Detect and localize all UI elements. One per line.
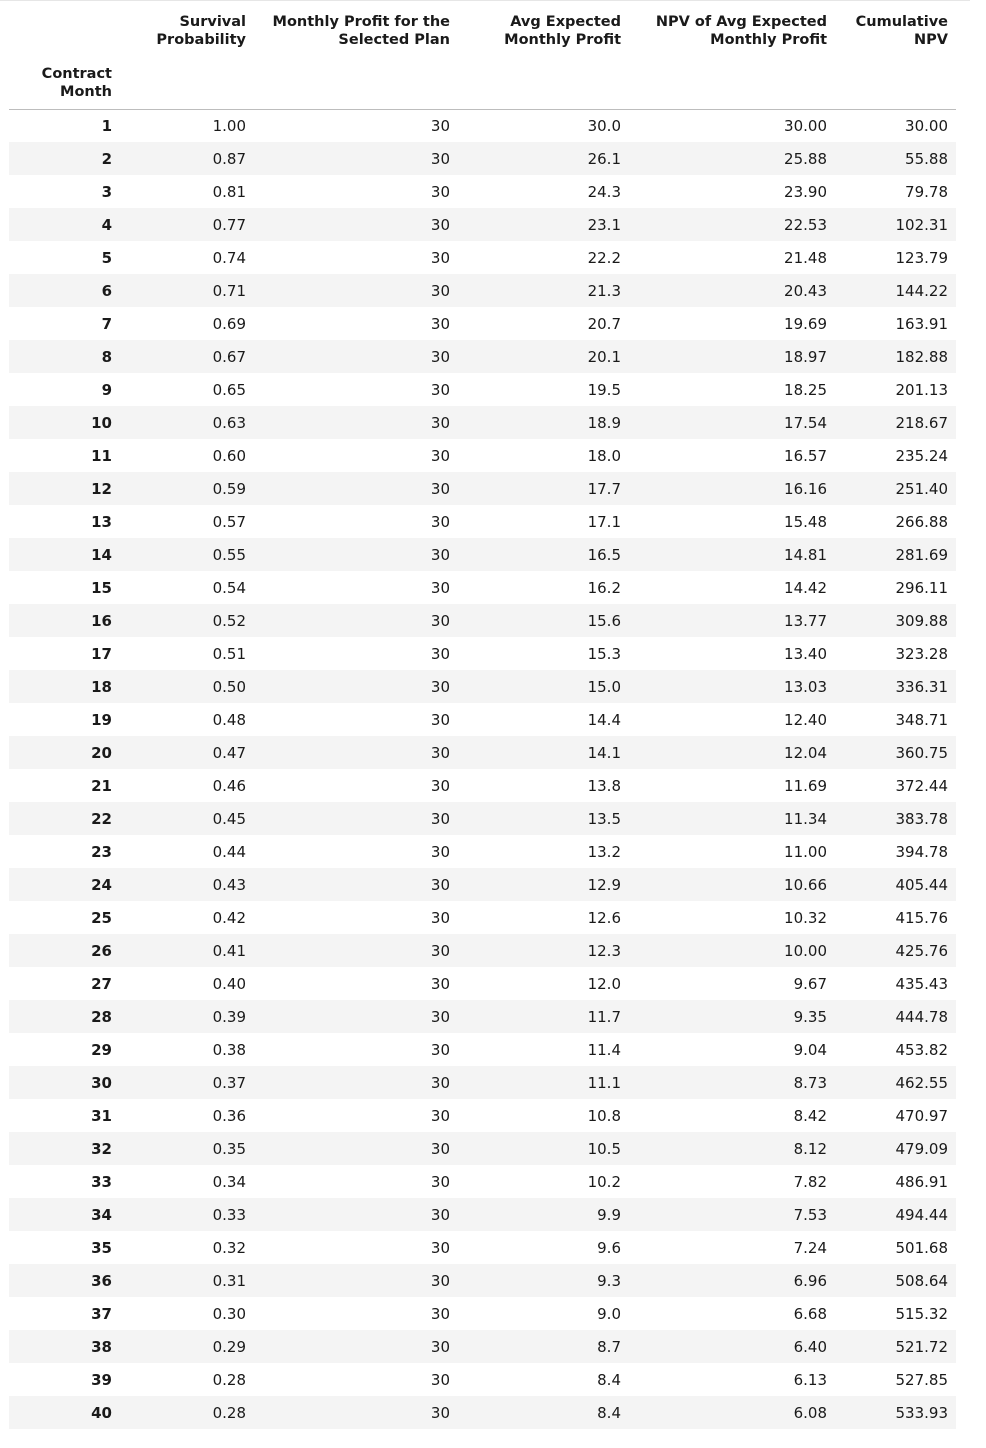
monthly-profit-cell: 30 (430, 1040, 450, 1059)
row-index-cell: 20 (9, 736, 120, 769)
avg-expected-profit-cell: 9.9 (458, 1198, 629, 1231)
survival-probability-cell: 0.81 (212, 182, 246, 201)
npv-cell: 17.54 (629, 406, 835, 439)
table-header (9, 0, 956, 109)
avg-expected-profit-cell: 14.4 (587, 710, 621, 729)
avg-expected-profit-cell: 14.1 (458, 736, 629, 769)
table-row (9, 1132, 956, 1165)
table-row (9, 472, 956, 505)
monthly-profit-cell: 30 (430, 842, 450, 861)
row-index-cell: 7 (101, 314, 112, 333)
table-row (9, 1033, 956, 1066)
monthly-profit-cell: 30 (430, 446, 450, 465)
monthly-profit-cell: 30 (254, 274, 458, 307)
row-index-cell: 4 (9, 208, 120, 241)
row-index-cell: 16 (9, 604, 120, 637)
avg-expected-profit-cell: 15.6 (458, 604, 629, 637)
avg-expected-profit-cell: 12.6 (587, 908, 621, 927)
npv-cell: 18.97 (629, 340, 835, 373)
table-row (9, 505, 956, 538)
table-row (9, 1363, 956, 1396)
cumulative-npv-cell: 348.71 (895, 710, 948, 729)
survival-probability-cell: 0.57 (212, 512, 246, 531)
avg-expected-profit-cell: 18.0 (587, 446, 621, 465)
npv-cell: 12.40 (784, 710, 827, 729)
table-row (9, 241, 956, 274)
survival-probability-cell: 0.37 (120, 1066, 254, 1099)
monthly-profit-cell: 30 (254, 1132, 458, 1165)
index-header-row (9, 56, 956, 109)
table-row (9, 670, 956, 703)
cumulative-npv-cell: 494.44 (835, 1198, 956, 1231)
npv-cell: 8.73 (629, 1066, 835, 1099)
index-header-empty (254, 56, 458, 109)
avg-expected-profit-cell: 26.1 (458, 142, 629, 175)
cumulative-npv-cell: 336.31 (835, 670, 956, 703)
monthly-profit-cell: 30 (254, 208, 458, 241)
row-index-cell: 39 (91, 1370, 112, 1389)
row-index-cell: 14 (9, 538, 120, 571)
column-header-npv: NPV of Avg Expected Monthly Profit (655, 14, 827, 48)
monthly-profit-cell: 30 (254, 1396, 458, 1429)
cumulative-npv-cell: 55.88 (835, 142, 956, 175)
avg-expected-profit-cell: 15.0 (458, 670, 629, 703)
monthly-profit-cell: 30 (254, 142, 458, 175)
cumulative-npv-cell: 521.72 (835, 1330, 956, 1363)
row-index-cell: 6 (9, 274, 120, 307)
monthly-profit-cell: 30 (254, 802, 458, 835)
cumulative-npv-cell: 501.68 (895, 1238, 948, 1257)
table-row (9, 1165, 956, 1198)
table-row (9, 868, 956, 901)
cumulative-npv-cell: 383.78 (835, 802, 956, 835)
npv-cell: 11.00 (784, 842, 827, 861)
table-row (9, 1099, 956, 1132)
row-index-cell: 1 (101, 116, 112, 135)
monthly-profit-cell: 30 (430, 248, 450, 267)
table-row (9, 1330, 956, 1363)
survival-probability-cell: 0.36 (212, 1106, 246, 1125)
index-header-empty (629, 56, 835, 109)
monthly-profit-cell: 30 (254, 670, 458, 703)
column-header-avg-expected-profit: Avg Expected Monthly Profit (504, 14, 621, 48)
row-index-cell: 37 (91, 1304, 112, 1323)
table-row (9, 274, 956, 307)
avg-expected-profit-cell: 12.9 (458, 868, 629, 901)
monthly-profit-cell: 30 (254, 538, 458, 571)
cumulative-npv-cell: 296.11 (895, 578, 948, 597)
survival-probability-cell: 0.39 (120, 1000, 254, 1033)
cumulative-npv-cell: 323.28 (895, 644, 948, 663)
survival-probability-cell: 0.30 (212, 1304, 246, 1323)
table-row (9, 175, 956, 208)
column-header-monthly-profit: Monthly Profit for the Selected Plan (272, 14, 450, 48)
survival-probability-cell: 0.63 (120, 406, 254, 439)
row-index-cell: 29 (91, 1040, 112, 1059)
cumulative-npv-cell: 360.75 (835, 736, 956, 769)
npv-cell: 12.04 (629, 736, 835, 769)
monthly-profit-cell: 30 (254, 604, 458, 637)
cumulative-npv-cell: 281.69 (835, 538, 956, 571)
npv-cell: 7.53 (629, 1198, 835, 1231)
survival-probability-cell: 0.69 (212, 314, 246, 333)
npv-cell: 11.69 (784, 776, 827, 795)
monthly-profit-cell: 30 (254, 1000, 458, 1033)
npv-cell: 6.40 (629, 1330, 835, 1363)
row-index-cell: 19 (91, 710, 112, 729)
cumulative-npv-cell: 470.97 (895, 1106, 948, 1125)
avg-expected-profit-cell: 20.7 (587, 314, 621, 333)
survival-probability-cell: 0.33 (120, 1198, 254, 1231)
survival-probability-cell: 0.42 (212, 908, 246, 927)
row-index-cell: 12 (9, 472, 120, 505)
row-index-cell: 38 (9, 1330, 120, 1363)
table-row (9, 571, 956, 604)
monthly-profit-cell: 30 (254, 406, 458, 439)
cumulative-npv-cell: 182.88 (835, 340, 956, 373)
table-body (9, 109, 956, 1429)
npv-cell: 9.35 (629, 1000, 835, 1033)
row-index-cell: 28 (9, 1000, 120, 1033)
cumulative-npv-cell: 251.40 (835, 472, 956, 505)
survival-probability-cell: 0.51 (212, 644, 246, 663)
monthly-profit-cell: 30 (430, 1238, 450, 1257)
avg-expected-profit-cell: 22.2 (587, 248, 621, 267)
table-row (9, 109, 956, 142)
monthly-profit-cell: 30 (430, 644, 450, 663)
row-index-cell: 17 (91, 644, 112, 663)
npv-cell: 16.57 (784, 446, 827, 465)
survival-probability-cell: 0.50 (120, 670, 254, 703)
npv-cell: 14.81 (629, 538, 835, 571)
npv-cell: 6.08 (629, 1396, 835, 1429)
row-index-cell: 34 (9, 1198, 120, 1231)
cumulative-npv-cell: 479.09 (835, 1132, 956, 1165)
survival-probability-cell: 0.60 (212, 446, 246, 465)
table-row (9, 1000, 956, 1033)
monthly-profit-cell: 30 (430, 974, 450, 993)
monthly-profit-cell: 30 (430, 116, 450, 135)
column-header-cumulative-npv: Cumulative NPV (855, 14, 948, 48)
dataframe-table (9, 0, 956, 1429)
npv-cell: 13.03 (629, 670, 835, 703)
avg-expected-profit-cell: 21.3 (458, 274, 629, 307)
npv-cell: 13.40 (784, 644, 827, 663)
monthly-profit-cell: 30 (430, 710, 450, 729)
avg-expected-profit-cell: 16.2 (587, 578, 621, 597)
table-row (9, 406, 956, 439)
avg-expected-profit-cell: 13.2 (587, 842, 621, 861)
cumulative-npv-cell: 123.79 (895, 248, 948, 267)
monthly-profit-cell: 30 (430, 314, 450, 333)
cumulative-npv-cell: 266.88 (895, 512, 948, 531)
cumulative-npv-cell: 394.78 (895, 842, 948, 861)
row-index-cell: 15 (91, 578, 112, 597)
survival-probability-cell: 0.87 (120, 142, 254, 175)
table-row (9, 373, 956, 406)
avg-expected-profit-cell: 17.1 (587, 512, 621, 531)
monthly-profit-cell: 30 (430, 776, 450, 795)
row-index-cell: 40 (9, 1396, 120, 1429)
column-header-survival-probability: Survival Probability (156, 14, 246, 48)
monthly-profit-cell: 30 (430, 578, 450, 597)
row-index-cell: 33 (91, 1172, 112, 1191)
index-header-empty (835, 56, 956, 109)
avg-expected-profit-cell: 13.5 (458, 802, 629, 835)
avg-expected-profit-cell: 10.2 (587, 1172, 621, 1191)
row-index-cell: 27 (91, 974, 112, 993)
table-row (9, 835, 956, 868)
npv-cell: 10.66 (629, 868, 835, 901)
column-header-row (9, 0, 956, 56)
table-row (9, 736, 956, 769)
cumulative-npv-cell: 309.88 (835, 604, 956, 637)
survival-probability-cell: 0.34 (212, 1172, 246, 1191)
table-row (9, 637, 956, 670)
cumulative-npv-cell: 235.24 (895, 446, 948, 465)
cumulative-npv-cell: 462.55 (835, 1066, 956, 1099)
row-index-cell: 8 (9, 340, 120, 373)
row-index-cell: 5 (101, 248, 112, 267)
dataframe-table-container (9, 0, 956, 1429)
survival-probability-cell: 0.28 (212, 1370, 246, 1389)
cumulative-npv-cell: 144.22 (835, 274, 956, 307)
cumulative-npv-cell: 415.76 (895, 908, 948, 927)
index-header-empty (458, 56, 629, 109)
cumulative-npv-cell: 435.43 (895, 974, 948, 993)
avg-expected-profit-cell: 12.0 (587, 974, 621, 993)
monthly-profit-cell: 30 (430, 380, 450, 399)
monthly-profit-cell: 30 (254, 736, 458, 769)
table-row (9, 1264, 956, 1297)
survival-probability-cell: 0.43 (120, 868, 254, 901)
index-header-empty (120, 56, 254, 109)
cumulative-npv-cell: 453.82 (895, 1040, 948, 1059)
avg-expected-profit-cell: 30.0 (587, 116, 621, 135)
survival-probability-cell: 0.44 (212, 842, 246, 861)
survival-probability-cell: 0.48 (212, 710, 246, 729)
survival-probability-cell: 0.65 (212, 380, 246, 399)
monthly-profit-cell: 30 (430, 1370, 450, 1389)
cumulative-npv-cell: 515.32 (895, 1304, 948, 1323)
npv-cell: 11.34 (629, 802, 835, 835)
npv-cell: 6.96 (629, 1264, 835, 1297)
survival-probability-cell: 0.54 (212, 578, 246, 597)
survival-probability-cell: 0.47 (120, 736, 254, 769)
avg-expected-profit-cell: 10.5 (458, 1132, 629, 1165)
survival-probability-cell: 0.52 (120, 604, 254, 637)
survival-probability-cell: 0.77 (120, 208, 254, 241)
monthly-profit-cell: 30 (254, 1330, 458, 1363)
survival-probability-cell: 0.40 (212, 974, 246, 993)
cumulative-npv-cell: 405.44 (835, 868, 956, 901)
row-index-cell: 18 (9, 670, 120, 703)
survival-probability-cell: 0.59 (120, 472, 254, 505)
avg-expected-profit-cell: 11.1 (458, 1066, 629, 1099)
survival-probability-cell: 1.00 (212, 116, 246, 135)
row-index-cell: 21 (91, 776, 112, 795)
avg-expected-profit-cell: 8.7 (458, 1330, 629, 1363)
table-row (9, 1297, 956, 1330)
monthly-profit-cell: 30 (430, 908, 450, 927)
avg-expected-profit-cell: 19.5 (587, 380, 621, 399)
npv-cell: 8.42 (793, 1106, 827, 1125)
table-row (9, 1231, 956, 1264)
table-row (9, 142, 956, 175)
avg-expected-profit-cell: 11.7 (458, 1000, 629, 1033)
table-row (9, 1066, 956, 1099)
survival-probability-cell: 0.71 (120, 274, 254, 307)
monthly-profit-cell: 30 (430, 512, 450, 531)
survival-probability-cell: 0.55 (120, 538, 254, 571)
npv-cell: 19.69 (784, 314, 827, 333)
npv-cell: 6.68 (793, 1304, 827, 1323)
survival-probability-cell: 0.67 (120, 340, 254, 373)
npv-cell: 16.16 (629, 472, 835, 505)
cumulative-npv-cell: 425.76 (835, 934, 956, 967)
npv-cell: 30.00 (784, 116, 827, 135)
table-row (9, 703, 956, 736)
index-header-contract-month: Contract Month (9, 56, 120, 109)
cumulative-npv-cell: 486.91 (895, 1172, 948, 1191)
npv-cell: 20.43 (629, 274, 835, 307)
cumulative-npv-cell: 30.00 (905, 116, 948, 135)
cumulative-npv-cell: 444.78 (835, 1000, 956, 1033)
monthly-profit-cell: 30 (254, 340, 458, 373)
npv-cell: 23.90 (784, 182, 827, 201)
survival-probability-cell: 0.74 (212, 248, 246, 267)
npv-cell: 25.88 (629, 142, 835, 175)
avg-expected-profit-cell: 18.9 (458, 406, 629, 439)
avg-expected-profit-cell: 13.8 (587, 776, 621, 795)
row-index-cell: 24 (9, 868, 120, 901)
npv-cell: 8.12 (629, 1132, 835, 1165)
avg-expected-profit-cell: 16.5 (458, 538, 629, 571)
avg-expected-profit-cell: 24.3 (587, 182, 621, 201)
survival-probability-cell: 0.32 (212, 1238, 246, 1257)
avg-expected-profit-cell: 15.3 (587, 644, 621, 663)
row-index-cell: 11 (91, 446, 112, 465)
cumulative-npv-cell: 372.44 (895, 776, 948, 795)
npv-cell: 10.32 (784, 908, 827, 927)
avg-expected-profit-cell: 8.4 (597, 1370, 621, 1389)
table-row (9, 340, 956, 373)
monthly-profit-cell: 30 (430, 182, 450, 201)
npv-cell: 7.82 (793, 1172, 827, 1191)
table-row (9, 967, 956, 1000)
row-index-cell: 9 (101, 380, 112, 399)
row-index-cell: 10 (9, 406, 120, 439)
monthly-profit-cell: 30 (430, 1172, 450, 1191)
table-row (9, 1198, 956, 1231)
cumulative-npv-cell: 508.64 (835, 1264, 956, 1297)
table-row (9, 901, 956, 934)
npv-cell: 21.48 (784, 248, 827, 267)
row-index-cell: 32 (9, 1132, 120, 1165)
monthly-profit-cell: 30 (254, 1066, 458, 1099)
table-row (9, 1396, 956, 1429)
table-row (9, 934, 956, 967)
cumulative-npv-cell: 533.93 (835, 1396, 956, 1429)
avg-expected-profit-cell: 9.3 (458, 1264, 629, 1297)
row-index-cell: 2 (9, 142, 120, 175)
table-row (9, 538, 956, 571)
cumulative-npv-cell: 527.85 (895, 1370, 948, 1389)
survival-probability-cell: 0.31 (120, 1264, 254, 1297)
table-row (9, 802, 956, 835)
survival-probability-cell: 0.38 (212, 1040, 246, 1059)
table-row (9, 769, 956, 802)
npv-cell: 13.77 (629, 604, 835, 637)
avg-expected-profit-cell: 12.3 (458, 934, 629, 967)
avg-expected-profit-cell: 10.8 (587, 1106, 621, 1125)
row-index-cell: 30 (9, 1066, 120, 1099)
row-index-cell: 3 (101, 182, 112, 201)
avg-expected-profit-cell: 8.4 (458, 1396, 629, 1429)
cumulative-npv-cell: 79.78 (905, 182, 948, 201)
survival-probability-cell: 0.35 (120, 1132, 254, 1165)
row-index-cell: 26 (9, 934, 120, 967)
row-index-cell: 25 (91, 908, 112, 927)
monthly-profit-cell: 30 (254, 1198, 458, 1231)
cumulative-npv-cell: 218.67 (835, 406, 956, 439)
monthly-profit-cell: 30 (254, 868, 458, 901)
avg-expected-profit-cell: 23.1 (458, 208, 629, 241)
survival-probability-cell: 0.41 (120, 934, 254, 967)
monthly-profit-cell: 30 (254, 934, 458, 967)
row-index-cell: 13 (91, 512, 112, 531)
monthly-profit-cell: 30 (254, 472, 458, 505)
monthly-profit-cell: 30 (430, 1304, 450, 1323)
npv-cell: 9.04 (793, 1040, 827, 1059)
npv-cell: 15.48 (784, 512, 827, 531)
survival-probability-cell: 0.45 (120, 802, 254, 835)
table-row (9, 208, 956, 241)
table-row (9, 439, 956, 472)
npv-cell: 14.42 (784, 578, 827, 597)
avg-expected-profit-cell: 17.7 (458, 472, 629, 505)
blank-corner-cell (9, 0, 120, 56)
row-index-cell: 35 (91, 1238, 112, 1257)
row-index-cell: 31 (91, 1106, 112, 1125)
table-row (9, 307, 956, 340)
row-index-cell: 23 (91, 842, 112, 861)
npv-cell: 9.67 (793, 974, 827, 993)
survival-probability-cell: 0.46 (212, 776, 246, 795)
avg-expected-profit-cell: 9.6 (597, 1238, 621, 1257)
survival-probability-cell: 0.29 (120, 1330, 254, 1363)
avg-expected-profit-cell: 20.1 (458, 340, 629, 373)
npv-cell: 10.00 (629, 934, 835, 967)
npv-cell: 7.24 (793, 1238, 827, 1257)
cumulative-npv-cell: 201.13 (895, 380, 948, 399)
monthly-profit-cell: 30 (254, 1264, 458, 1297)
row-index-cell: 36 (9, 1264, 120, 1297)
npv-cell: 18.25 (784, 380, 827, 399)
survival-probability-cell: 0.28 (120, 1396, 254, 1429)
npv-cell: 22.53 (629, 208, 835, 241)
table-row (9, 604, 956, 637)
avg-expected-profit-cell: 11.4 (587, 1040, 621, 1059)
npv-cell: 6.13 (793, 1370, 827, 1389)
monthly-profit-cell: 30 (430, 1106, 450, 1125)
row-index-cell: 22 (9, 802, 120, 835)
cumulative-npv-cell: 102.31 (835, 208, 956, 241)
cumulative-npv-cell: 163.91 (895, 314, 948, 333)
avg-expected-profit-cell: 9.0 (597, 1304, 621, 1323)
